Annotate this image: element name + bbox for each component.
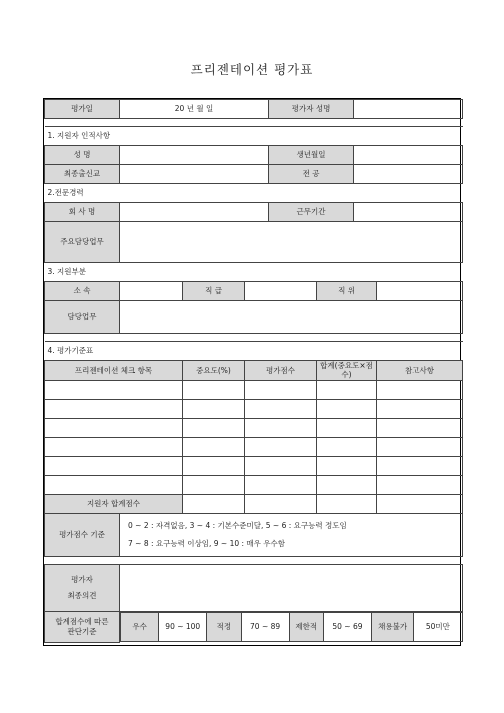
date-field[interactable]: 20 년 월 일 <box>120 100 269 119</box>
form-title: 프리젠테이션 평가표 <box>190 62 314 77</box>
score-cell[interactable] <box>245 456 317 475</box>
score-cell[interactable] <box>245 475 317 494</box>
weight-cell[interactable] <box>183 399 245 418</box>
task-label: 담당업무 <box>45 301 120 334</box>
date-row <box>45 100 463 119</box>
total-label: 지원자 합계점수 <box>45 494 183 513</box>
item-cell[interactable] <box>45 437 183 456</box>
grade-label: 직 급 <box>183 282 245 301</box>
grade-field[interactable] <box>245 282 317 301</box>
name-label: 성 명 <box>45 146 120 165</box>
total-cell[interactable] <box>317 456 377 475</box>
judge-range: 50 ~ 69 <box>323 613 371 642</box>
major-field[interactable] <box>354 165 463 184</box>
weight-cell[interactable] <box>183 437 245 456</box>
table-row <box>45 475 463 494</box>
total-cell[interactable] <box>317 380 377 399</box>
total-score-cell[interactable] <box>245 494 317 513</box>
weight-cell[interactable] <box>183 418 245 437</box>
note-cell[interactable] <box>377 437 463 456</box>
col-score-header: 평가점수 <box>245 361 317 381</box>
company-label: 회 사 명 <box>45 203 120 222</box>
total-cell[interactable] <box>317 399 377 418</box>
judge-label <box>45 611 120 642</box>
judge-range: 90 ~ 100 <box>159 613 207 642</box>
opinion-label-line-2: 최종의견 <box>67 590 97 600</box>
criteria-line-1: 0 ~ 2 : 자격없음, 3 ~ 4 : 기본수준미달, 5 ~ 6 : 요구능력 정도임 <box>128 520 347 530</box>
note-cell[interactable] <box>377 456 463 475</box>
dept-field[interactable] <box>120 282 183 301</box>
spacer <box>45 334 463 342</box>
criteria-header-row <box>45 361 463 381</box>
birth-label: 생년월일 <box>269 146 354 165</box>
weight-cell[interactable] <box>183 380 245 399</box>
position-field[interactable] <box>377 282 463 301</box>
judge-grade: 채용불가 <box>372 613 414 642</box>
score-cell[interactable] <box>245 399 317 418</box>
opinion-field[interactable] <box>120 564 463 611</box>
spacer <box>45 556 463 564</box>
table-row <box>45 399 463 418</box>
section2-heading: 2.전문경력 <box>45 184 463 203</box>
birth-field[interactable] <box>354 146 463 165</box>
judge-label-line-2: 판단기준 <box>67 626 97 636</box>
weight-cell[interactable] <box>183 456 245 475</box>
col-item-header: 프리젠테이션 체크 항목 <box>45 361 183 381</box>
note-cell[interactable] <box>377 418 463 437</box>
period-field[interactable] <box>354 203 463 222</box>
score-cell[interactable] <box>245 380 317 399</box>
judge-range: 50미만 <box>414 613 462 642</box>
note-cell[interactable] <box>377 399 463 418</box>
spacer <box>45 119 463 127</box>
judge-grade: 적정 <box>207 613 241 642</box>
table-row <box>45 418 463 437</box>
score-cell[interactable] <box>245 437 317 456</box>
duty-field[interactable] <box>120 222 463 263</box>
company-field[interactable] <box>120 203 269 222</box>
table-row <box>45 437 463 456</box>
col-note-header: 참고사항 <box>377 361 463 381</box>
total-cell[interactable] <box>317 475 377 494</box>
total-cell[interactable] <box>317 418 377 437</box>
table-row <box>45 456 463 475</box>
opinion-label-line-1: 평가자 <box>71 575 93 585</box>
date-label: 평가일 <box>45 100 120 119</box>
total-note-cell[interactable] <box>377 494 463 513</box>
opinion-label <box>45 564 120 611</box>
judge-range: 70 ~ 89 <box>241 613 289 642</box>
judge-label-line-1: 합계점수에 따른 <box>55 617 109 627</box>
criteria-line-2: 7 ~ 8 : 요구능력 이상임, 9 ~ 10 : 매우 우수함 <box>128 539 286 549</box>
score-cell[interactable] <box>245 418 317 437</box>
total-weight-cell[interactable] <box>183 494 245 513</box>
col-total-header: 합계(중요도×점수) <box>317 361 377 381</box>
total-sum-cell[interactable] <box>317 494 377 513</box>
judge-grade: 제한적 <box>289 613 323 642</box>
item-cell[interactable] <box>45 456 183 475</box>
form-table <box>44 99 463 643</box>
major-label: 전 공 <box>269 165 354 184</box>
note-cell[interactable] <box>377 475 463 494</box>
total-row <box>45 494 463 513</box>
section1-heading: 1. 지원자 인적사항 <box>45 127 463 146</box>
task-field[interactable] <box>120 301 463 334</box>
evaluation-form <box>43 98 461 646</box>
item-cell[interactable] <box>45 399 183 418</box>
period-label: 근무기간 <box>269 203 354 222</box>
judge-grade: 우수 <box>121 613 159 642</box>
name-field[interactable] <box>120 146 269 165</box>
school-field[interactable] <box>120 165 269 184</box>
position-label: 직 위 <box>317 282 377 301</box>
criteria-text <box>120 513 463 556</box>
judge-grid <box>120 611 463 642</box>
section4-heading: 4. 평가기준표 <box>45 342 463 361</box>
section3-heading: 3. 지원부분 <box>45 263 463 282</box>
item-cell[interactable] <box>45 475 183 494</box>
note-cell[interactable] <box>377 380 463 399</box>
item-cell[interactable] <box>45 418 183 437</box>
total-cell[interactable] <box>317 437 377 456</box>
evaluator-label: 평가자 성명 <box>269 100 354 119</box>
criteria-label: 평가점수 기준 <box>45 513 120 556</box>
school-label: 최종출신교 <box>45 165 120 184</box>
duty-label: 주요담당업무 <box>45 222 120 263</box>
weight-cell[interactable] <box>183 475 245 494</box>
dept-label: 소 속 <box>45 282 120 301</box>
table-row <box>45 380 463 399</box>
col-weight-header: 중요도(%) <box>183 361 245 381</box>
item-cell[interactable] <box>45 380 183 399</box>
evaluator-field[interactable] <box>354 100 463 119</box>
